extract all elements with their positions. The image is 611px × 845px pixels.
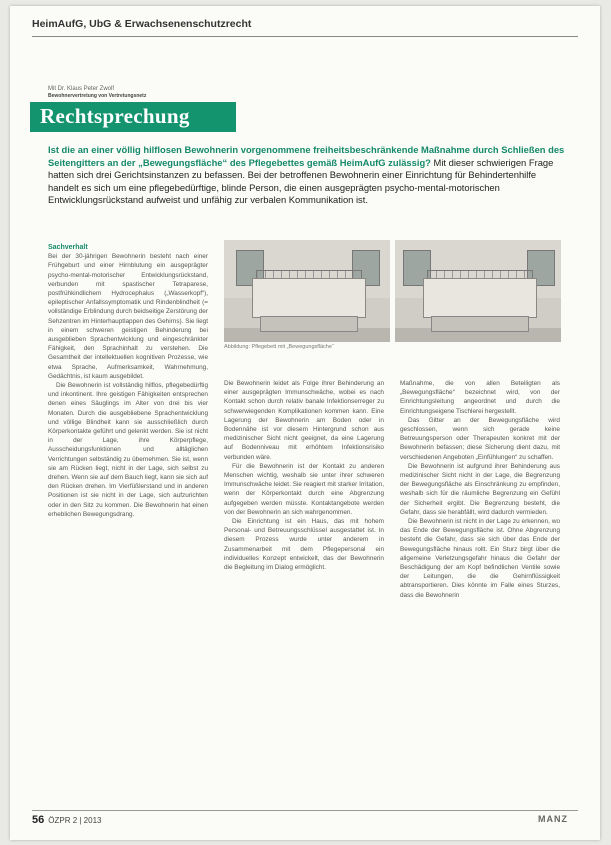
author-block (48, 86, 146, 100)
paragraph: Die Bewohnerin ist aufgrund ihrer Behinderung aus medizinischer Sicht nicht in der Lage, die Begrenzung der Bewegungsfläche als Einschränkung zu empfinden, weshalb sich für die räumliche Begrenzung ein Gefühl der Sicherheit ergibt. Die Begrenzung besteht, die Gefahr, dass sie herabfällt, wird dadurch vermieden. (400, 462, 560, 516)
text-column-3 (400, 379, 560, 600)
photo-care-bed-1 (224, 240, 390, 342)
section-banner (30, 102, 236, 132)
figure-caption: Abbildung: Pflegebett mit „Bewegungsfläche“ (224, 344, 334, 350)
paragraph: Maßnahme, die von allen Beteiligten als „Bewegungsfläche“ bezeichnet wird, von der Einrichtungsleitung angeordnet und durch die Einrichtungseigene Tischlerei hergestellt. (400, 380, 560, 415)
photo-care-bed-2 (395, 240, 561, 342)
lead-paragraph (48, 144, 568, 207)
paragraph: Die Bewohnerin leidet als Folge ihrer Behinderung an einer ausgeprägten Immunschwäche, wobei es nach Kontakt schon durch relativ banale Infektionserreger zu schwerwiegenden Komplikationen kommen kann. Eine Lagerung der Bewohnerin am Boden oder in Bodennähe ist vor diesem Hintergrund schon aus medizinischer Sicht nicht geeignet, da eine Lagerung auf Bodenniveau mit erhöhtem Infektionsrisiko verbunden wäre. (224, 380, 384, 461)
section-title: Rechtsprechung (40, 104, 190, 128)
running-head: HeimAufG, UbG & Erwachsenenschutzrecht (32, 18, 252, 30)
text-column-2 (224, 379, 384, 572)
footer-rule (32, 810, 578, 811)
footer (32, 814, 101, 826)
lead-text: Mit dieser schwierigen Frage hatten sich drei Gerichtsinstanzen zu befassen. Bei der betroffenen Bewohnerin einer Einrichtung für Behindertenhilfe handelt es sich um eine pflegebedürftige, blinde Person, die einen ausgeprägten psycho-mental-motorischen Entwicklungsrückstand aufweist und unfähig zur verbalen Kommunikation ist. (48, 156, 554, 206)
page-number: 56 (32, 814, 45, 826)
lead-question: Ist die an einer völlig hilflosen Bewohnerin vorgenommene freiheitsbeschränkende Maßnahme durch Schließen des Seitengitters an der „Bewegungsfläche“ des Pflegebettes gemäß HeimAufG zulässig? (48, 144, 565, 168)
publisher-logo: MANZ (538, 814, 568, 824)
header-rule (32, 36, 578, 37)
paragraph: Die Einrichtung ist ein Haus, das mit hohem Personal- und Betreuungsschlüssel ausgestattet ist. In diesem Prozess wurde unter anderem in Zusammenarbeit mit dem Pflegepersonal ein individuelles Konzept entwickelt, das der Bewohnerin die Begleitung im Dialog ermöglicht. (224, 518, 384, 572)
author-name: Mit Dr. Klaus Peter Zwolf (48, 86, 115, 92)
author-affiliation: Bewohnervertretung von Vertretungsnetz (48, 93, 147, 99)
text-column-1 (48, 243, 208, 519)
section-heading-sachverhalt: Sachverhalt (48, 244, 88, 251)
paragraph: Die Bewohnerin ist vollständig hilflos, pflegebedürftig und inkontinent. Ihre geistigen Fähigkeiten entsprechen denen eines Säuglings im Alter von drei bis vier Monaten. Durch die ausgebliebene Sprachentwicklung und völlige Blindheit kann sie ausschließlich durch Körperkontakte geführt und gelenkt werden. Sie ist nicht in der Lage, ihre Körperpflege, Ausscheidungsfunktionen und alltäglichen Verrichtungen selbständig zu übernehmen. Sie ist, wenn sie am Rücken liegt, nicht in der Lage, sich selbst zu drehen. Wenn sie auf dem Bauch liegt, kann sie sich auf den Rücken drehen. Im Vierfüßlerstand und in anderen Positionen ist sie nicht in der Lage, sich aufzurichten oder in den Sitz zu kommen. Die Bewohnerin hat einen erheblichen Bewegungsdrang. (48, 382, 208, 518)
paragraph: Bei der 30-jährigen Bewohnerin besteht nach einer Frühgeburt und einer Hirnblutung ein ausgeprägter psycho-mental-motorischer Entwicklungsrückstand, verbunden mit spastischer Tetraparese, postfrühkindlichem Hydrocephalus („Wasserkopf“), epileptischer Anfallssymptomatik und Rindenblindheit (= vollständige Erblindung durch beidseitige Zerstörung der Sehzentren im Hinterhauptlappen des Gehirns). Sie liegt in einem schweren geistigen Behinderung bei ausgeblieben Sprachentwicklung und eingeschränkter Fähigkeit, den Sprachinhalt zu verstehen. Die Gesamtheit der intellektuellen kognitiven Prozesse, wie etwa Sprache, Aufmerksamkeit, Wahrnehmung, Gedächtnis, ist kaum ausgebildet. (48, 253, 208, 380)
issue-label: ÖZPR 2 | 2013 (48, 816, 102, 825)
paragraph: Das Gitter an der Bewegungsfläche wird geschlossen, wenn sich gerade keine Betreuungsperson oder Therapeuten konkret mit der Bewohnerin befassen; diese Sicherung dient dazu, mit verschiedenen Angeboten „Einfühlungen“ zu schaffen. (400, 416, 560, 461)
figure (224, 240, 561, 352)
paragraph: Für die Bewohnerin ist der Kontakt zu anderen Menschen wichtig, weshalb sie unter ihrer schweren Immunschwäche leidet. Sie reagiert mit starker Irritation, wenn der Körperkontakt durch eine Abgrenzung aufgegeben werden müsste. Kontaktangebote werden von der Bewohnerin an sich wahrgenommen. (224, 462, 384, 516)
journal-page (10, 6, 600, 840)
paragraph: Die Bewohnerin ist nicht in der Lage zu erkennen, wo das Ende der Bewegungsfläche ist. Ohne Abgrenzung besteht die Gefahr, dass sie sich über das Ende der Bewegungsfläche hinaus rollt. Ein Sturz birgt über die allgemeine Verletzungsgefahr hinaus die Gefahr der Beschädigung der am Kopf befindlichen Ventile sowie der Leitungen, die die Gehirnflüssigkeit abtransportieren. Dies könnte im Falle eines Sturzes, dass die Bewohnerin (400, 518, 560, 599)
